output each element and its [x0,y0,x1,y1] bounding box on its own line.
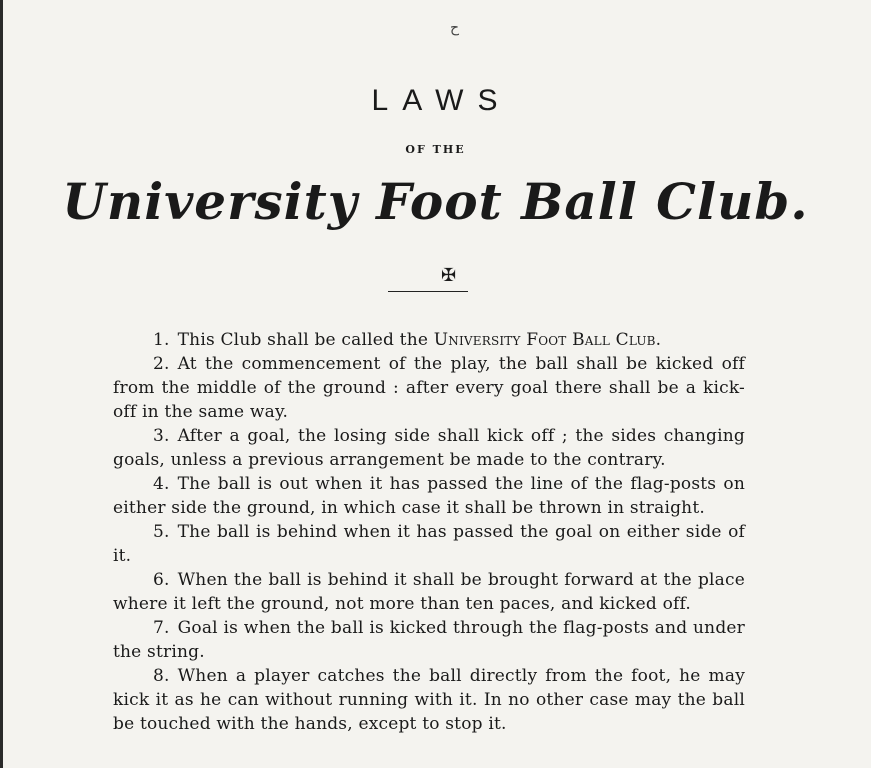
law-text: When the ball is behind it shall be brought forward at the place where it left the ground, not more than ten paces, and kicked off. [113,570,745,614]
law-text: At the commencement of the play, the ball shall be kicked off from the middle of the ground : after every goal there shall be a kick-off in the same way. [113,354,745,422]
document-title: LAWS [371,84,512,117]
law-number: 4. [153,474,170,494]
law-text: Goal is when the ball is kicked through the flag-posts and under the string. [113,618,745,662]
law-number: 8. [153,666,170,686]
law-number: 5. [153,522,170,542]
club-name-heading: University Foot Ball Club. [62,172,809,231]
law-item [113,520,745,568]
law-text: The ball is out when it has passed the line of the flag-posts on either side the ground, in which case it shall be thrown in straight. [113,474,745,518]
law-number: 2. [153,354,170,374]
law-text: The ball is behind when it has passed the goal on either side of it. [113,522,745,566]
ornament-icon: ✠ [441,265,457,286]
club-name-inline: University Foot Ball Club. [433,330,662,350]
law-text: After a goal, the losing side shall kick off ; the sides changing goals, unless a previous arrangement be made to the contrary. [113,426,745,470]
law-number: 3. [153,426,170,446]
law-text: When a player catches the ball directly from the foot, he may kick it as he can without running with it. In no other case may the ball be touched with the hands, except to stop it. [113,666,745,734]
law-number: 1. [153,330,170,350]
divider-rule [388,291,468,292]
law-item [113,472,745,520]
law-number: 7. [153,618,170,638]
law-item [113,424,745,472]
law-item [113,568,745,616]
law-item [113,352,745,424]
law-number: 6. [153,570,170,590]
law-item [113,616,745,664]
laws-list [113,328,745,736]
law-item [113,328,745,352]
printer-mark: ح [450,20,460,36]
law-text: This Club shall be called the [177,330,434,350]
document-subtitle: OF THE [405,143,466,156]
law-item [113,664,745,736]
